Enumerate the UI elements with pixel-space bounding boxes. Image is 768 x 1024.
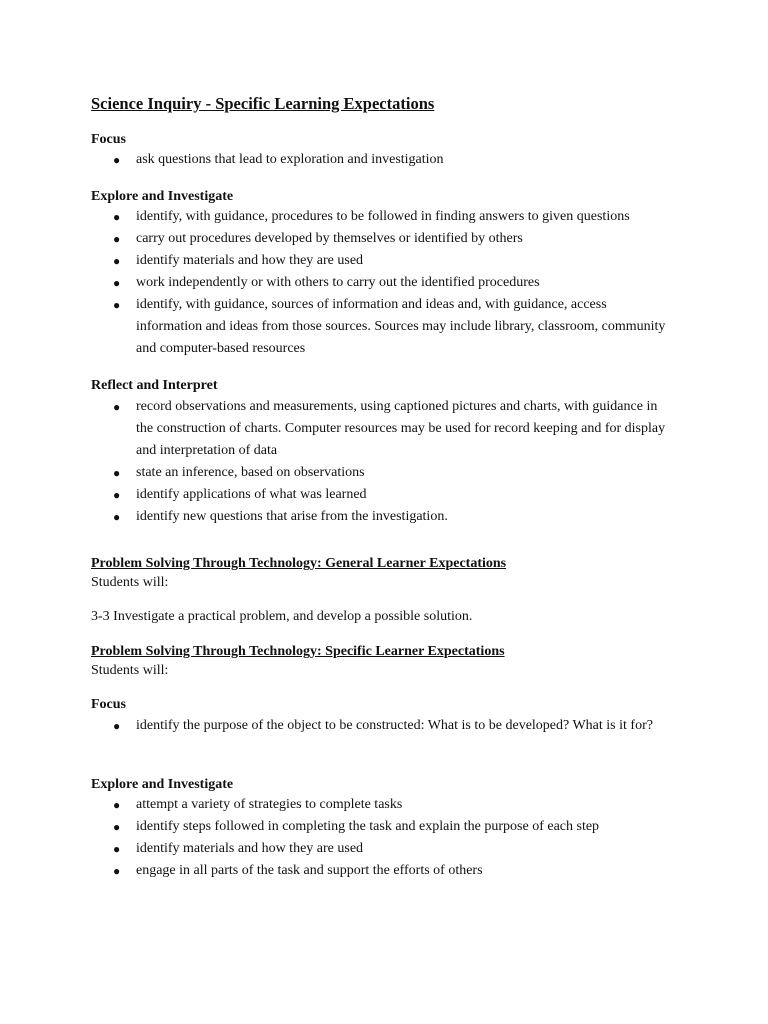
list-item: ● identify materials and how they are used [0, 250, 680, 272]
bullet-icon: ● [113, 298, 121, 312]
bullet-icon: ● [113, 719, 121, 733]
bullet-icon: ● [113, 820, 121, 834]
bullet-icon: ● [113, 210, 121, 224]
bullet-icon: ● [113, 232, 121, 246]
bullet-icon: ● [113, 842, 121, 856]
bullet-icon: ● [113, 798, 121, 812]
list-item: ● attempt a variety of strategies to complete tasks [0, 794, 680, 816]
general-statement: 3-3 Investigate a practical problem, and develop a possible solution. [91, 609, 473, 624]
students-will-text: Students will: [91, 663, 169, 678]
list-item: ● identify, with guidance, sources of information and ideas and, with guidance, access information and ideas from those sources. Sources may include library, classroom, community and computer-based resources [0, 294, 680, 360]
bullet-icon: ● [113, 864, 121, 878]
bullet-icon: ● [113, 254, 121, 268]
list-item: ● identify materials and how they are used [0, 838, 680, 860]
general-expectations-heading: Problem Solving Through Technology: General Learner Expectations [91, 556, 507, 571]
list-item: ● work independently or with others to carry out the identified procedures [0, 272, 680, 294]
specific-expectations-heading: Problem Solving Through Technology: Specific Learner Expectations [91, 644, 505, 659]
bullet-icon: ● [113, 488, 121, 502]
students-will-text: Students will: [91, 575, 169, 590]
list-item: ● carry out procedures developed by themselves or identified by others [0, 228, 680, 250]
reflect-list [0, 396, 680, 528]
list-item: ● state an inference, based on observations [0, 462, 680, 484]
explore-list [0, 206, 680, 360]
bullet-icon: ● [113, 153, 121, 167]
page-title: Science Inquiry - Specific Learning Expectations [91, 94, 435, 113]
bullet-icon: ● [113, 466, 121, 480]
explore-heading: Explore and Investigate [91, 777, 234, 792]
focus-list [0, 715, 680, 737]
bullet-icon: ● [113, 510, 121, 524]
reflect-heading: Reflect and Interpret [91, 378, 218, 393]
list-item: ● ask questions that lead to exploration and investigation [0, 149, 680, 171]
list-item: ● identify steps followed in completing the task and explain the purpose of each step [0, 816, 680, 838]
bullet-icon: ● [113, 400, 121, 414]
explore-list [0, 794, 680, 882]
list-item: ● identify, with guidance, procedures to be followed in finding answers to given questions [0, 206, 680, 228]
explore-heading: Explore and Investigate [91, 189, 234, 204]
bullet-icon: ● [113, 276, 121, 290]
focus-list [0, 149, 680, 171]
list-item: ● record observations and measurements, using captioned pictures and charts, with guidance in the construction of charts. Computer resources may be used for record keeping and for display and interpretation of data [0, 396, 680, 462]
list-item: ● identify new questions that arise from the investigation. [0, 506, 680, 528]
focus-heading: Focus [91, 697, 126, 712]
list-item: ● identify applications of what was learned [0, 484, 680, 506]
list-item: ● identify the purpose of the object to be constructed: What is to be developed? What is it for? [0, 715, 680, 737]
list-item: ● engage in all parts of the task and support the efforts of others [0, 860, 680, 882]
focus-heading: Focus [91, 132, 126, 147]
